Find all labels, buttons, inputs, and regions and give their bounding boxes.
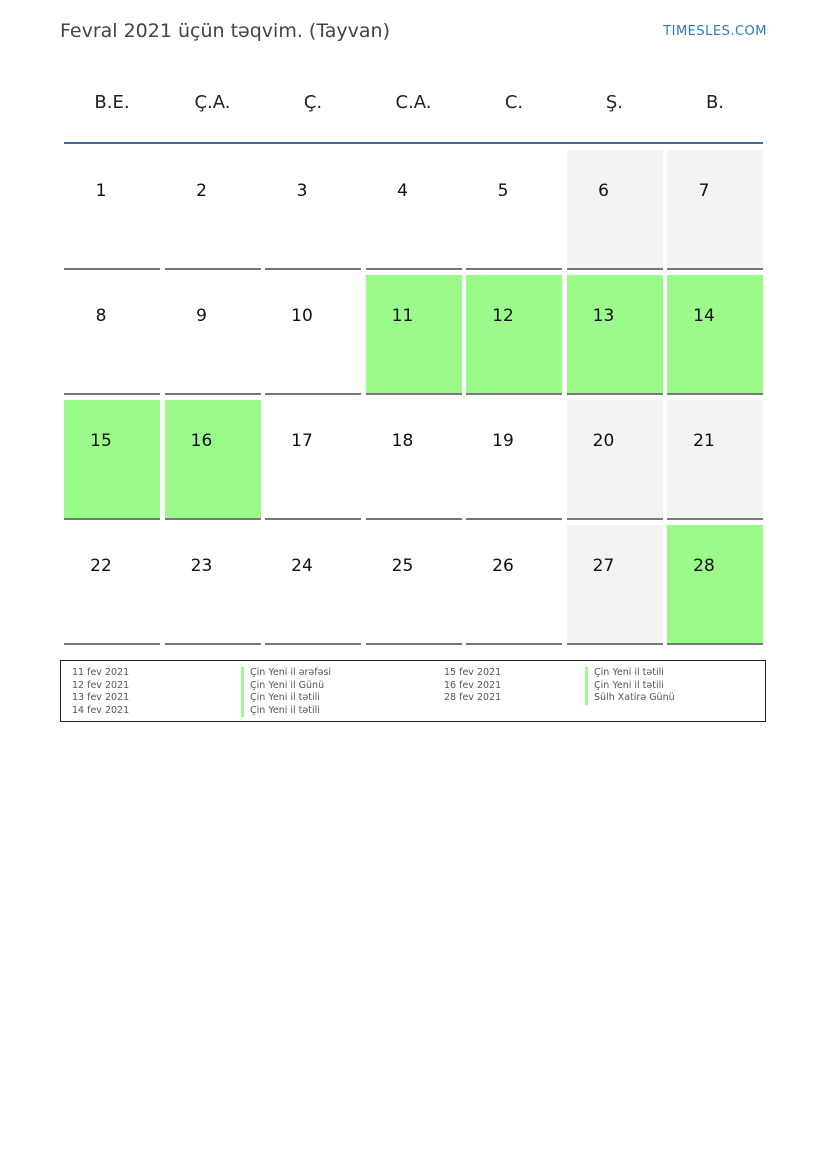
holiday-day-cell — [64, 400, 160, 520]
holiday-day-cell — [366, 275, 462, 395]
holiday-day-cell — [466, 275, 562, 395]
day-cell — [265, 150, 361, 270]
day-cell — [466, 525, 562, 645]
day-number: 4 — [397, 181, 408, 201]
legend-date: 16 fev 2021 — [444, 679, 502, 691]
legend-holiday-name: Çin Yeni il tətili — [241, 692, 331, 705]
day-cell — [265, 525, 361, 645]
day-number: 26 — [492, 556, 514, 576]
weekday-label: B. — [705, 92, 725, 113]
day-cell — [265, 400, 361, 520]
holiday-day-cell — [667, 525, 763, 645]
day-number: 24 — [291, 556, 313, 576]
legend-holiday-name: Çin Yeni il tətili — [241, 705, 331, 718]
holiday-day-cell — [667, 275, 763, 395]
legend-holiday-name: Çin Yeni il Günü — [241, 680, 331, 693]
day-number: 25 — [391, 556, 414, 576]
day-number: 1 — [95, 181, 107, 201]
week-row — [64, 275, 763, 395]
day-cell — [165, 525, 261, 645]
day-number: 7 — [698, 181, 710, 201]
day-number: 28 — [693, 556, 715, 576]
day-number: 17 — [291, 431, 313, 451]
brand-link[interactable]: TIMESLES.COM — [663, 24, 767, 39]
day-number: 10 — [291, 306, 313, 326]
day-cell — [165, 275, 261, 395]
day-cell — [64, 275, 160, 395]
calendar-grid — [64, 150, 763, 650]
weekday-label: B.E. — [94, 92, 130, 113]
weekday-label: Ç.A. — [194, 92, 231, 113]
day-number: 21 — [693, 431, 715, 451]
day-number: 16 — [190, 431, 213, 451]
weekend-day-cell — [567, 150, 663, 270]
week-row — [64, 150, 763, 270]
day-cell — [466, 150, 562, 270]
legend-right-dates — [444, 667, 501, 705]
day-cell — [366, 525, 462, 645]
day-number: 20 — [592, 431, 615, 451]
day-number: 6 — [598, 181, 609, 201]
page-title: Fevral 2021 üçün təqvim. (Tayvan) — [60, 20, 391, 42]
day-number: 19 — [492, 431, 514, 451]
day-number: 27 — [592, 556, 615, 576]
legend-right-names — [585, 667, 675, 705]
weekend-day-cell — [567, 525, 663, 645]
day-number: 23 — [190, 556, 213, 576]
week-row — [64, 525, 763, 645]
weekday-header-row — [64, 92, 763, 113]
legend-holiday-name: Çin Yeni il ərəfəsi — [241, 667, 331, 680]
weekday-label: Ç. — [303, 92, 323, 113]
weekend-day-cell — [567, 400, 663, 520]
legend-left-names — [241, 667, 331, 717]
day-cell — [466, 400, 562, 520]
legend-date: 13 fev 2021 — [72, 692, 130, 703]
weekend-day-cell — [667, 400, 763, 520]
week-row — [64, 400, 763, 520]
day-number: 12 — [492, 306, 514, 326]
holiday-day-cell — [567, 275, 663, 395]
weekday-label: C. — [504, 92, 524, 113]
holiday-legend — [60, 660, 766, 722]
legend-holiday-name: Çin Yeni il tətili — [585, 680, 675, 693]
day-number: 14 — [693, 306, 715, 326]
weekday-label: C.A. — [395, 92, 432, 113]
day-number: 11 — [391, 306, 414, 326]
day-cell — [366, 400, 462, 520]
day-number: 18 — [391, 431, 414, 451]
day-number: 13 — [592, 306, 615, 326]
day-number: 3 — [296, 181, 308, 201]
legend-holiday-name: Çin Yeni il tətili — [585, 667, 675, 680]
legend-date: 15 fev 2021 — [444, 667, 502, 678]
weekend-day-cell — [667, 150, 763, 270]
day-cell — [366, 150, 462, 270]
legend-holiday-name: Sülh Xatirə Günü — [585, 692, 675, 705]
day-cell — [265, 275, 361, 395]
day-cell — [64, 525, 160, 645]
holiday-day-cell — [165, 400, 261, 520]
legend-date: 11 fev 2021 — [72, 667, 130, 678]
legend-left-dates — [72, 667, 129, 717]
legend-date: 12 fev 2021 — [72, 679, 130, 691]
day-number: 15 — [90, 431, 112, 451]
weekday-label: Ş. — [605, 92, 624, 113]
day-cell — [64, 150, 160, 270]
day-number: 9 — [196, 306, 207, 326]
day-number: 5 — [497, 181, 509, 201]
day-number: 8 — [95, 306, 107, 326]
day-cell — [165, 150, 261, 270]
day-number: 2 — [196, 181, 207, 201]
day-number: 22 — [90, 556, 112, 576]
legend-date: 14 fev 2021 — [72, 704, 130, 716]
header-divider — [64, 142, 763, 144]
legend-date: 28 fev 2021 — [444, 692, 502, 703]
